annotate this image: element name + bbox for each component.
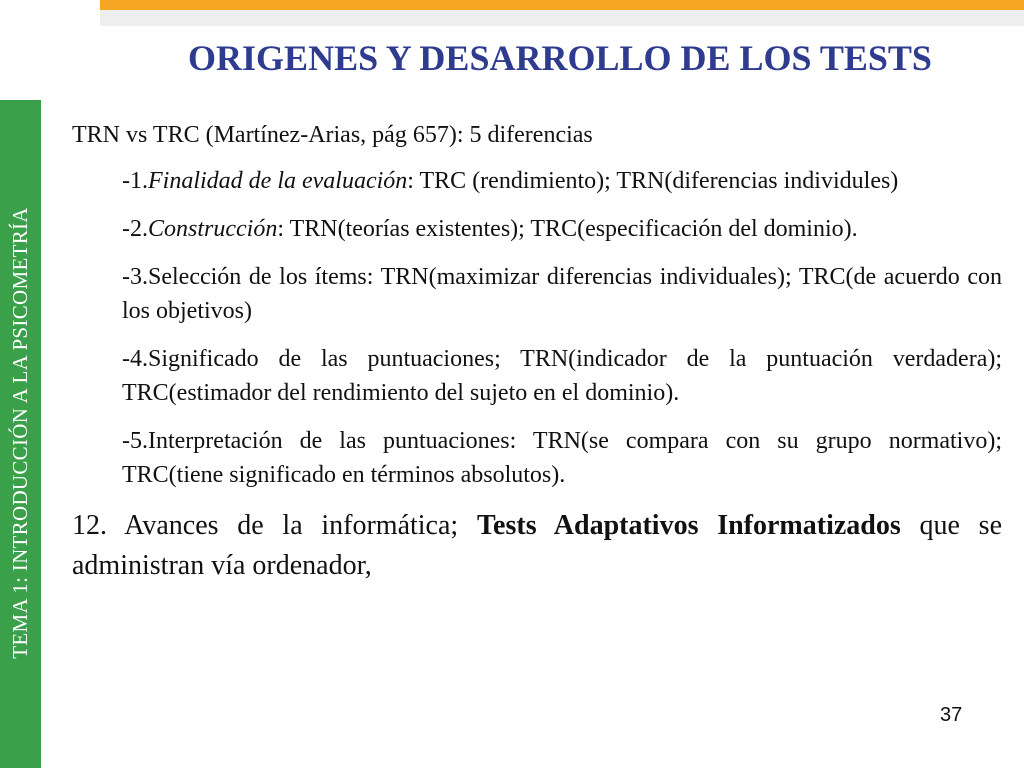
top-gray-bar [100, 10, 1024, 26]
difference-item-2-prefix: -2. [122, 216, 148, 242]
side-banner-text: TEMA 1: INTRODUCCIÓN A LA PSICOMETRÍA [8, 207, 32, 659]
difference-item-4: -4.Significado de las puntuaciones; TRN(indicador de la puntuación verdadera); TRC(estimador del rendimiento del sujeto en el dominio). [122, 346, 1002, 406]
difference-item-1-prefix: -1. [122, 168, 148, 194]
difference-item-3: -3.Selección de los ítems: TRN(maximizar diferencias individuales); TRC(de acuerdo con los objetivos) [122, 264, 1002, 324]
final-point-post: que se administran vía ordenador, [72, 510, 1002, 581]
difference-item-2 [122, 212, 1002, 246]
differences-list [122, 164, 1002, 492]
page-number: 37 [940, 704, 963, 726]
difference-item-1 [122, 164, 1002, 198]
slide-content [72, 118, 1002, 586]
difference-item-5: -5.Interpretación de las puntuaciones: TRN(se compara con su grupo normativo); TRC(tiene significado en términos absolutos). [122, 428, 1002, 488]
difference-item-2-text: : TRN(teorías existentes); TRC(especificación del dominio). [277, 216, 858, 242]
difference-item-2-emphasis: Construcción [148, 216, 278, 242]
final-point-bold: Tests Adaptativos Informatizados [476, 510, 901, 541]
top-orange-bar [100, 0, 1024, 10]
lead-text: TRN vs TRC (Martínez-Arias, pág 657): 5 diferencias [72, 122, 593, 148]
difference-item-1-text: : TRC (rendimiento); TRN(diferencias individules) [407, 168, 899, 194]
slide-title: ORIGENES Y DESARROLLO DE LOS TESTS [188, 38, 932, 78]
final-point [72, 506, 1002, 586]
difference-item-1-emphasis: Finalidad de la evaluación [148, 168, 408, 194]
final-point-pre: 12. Avances de la informática; [72, 510, 477, 541]
